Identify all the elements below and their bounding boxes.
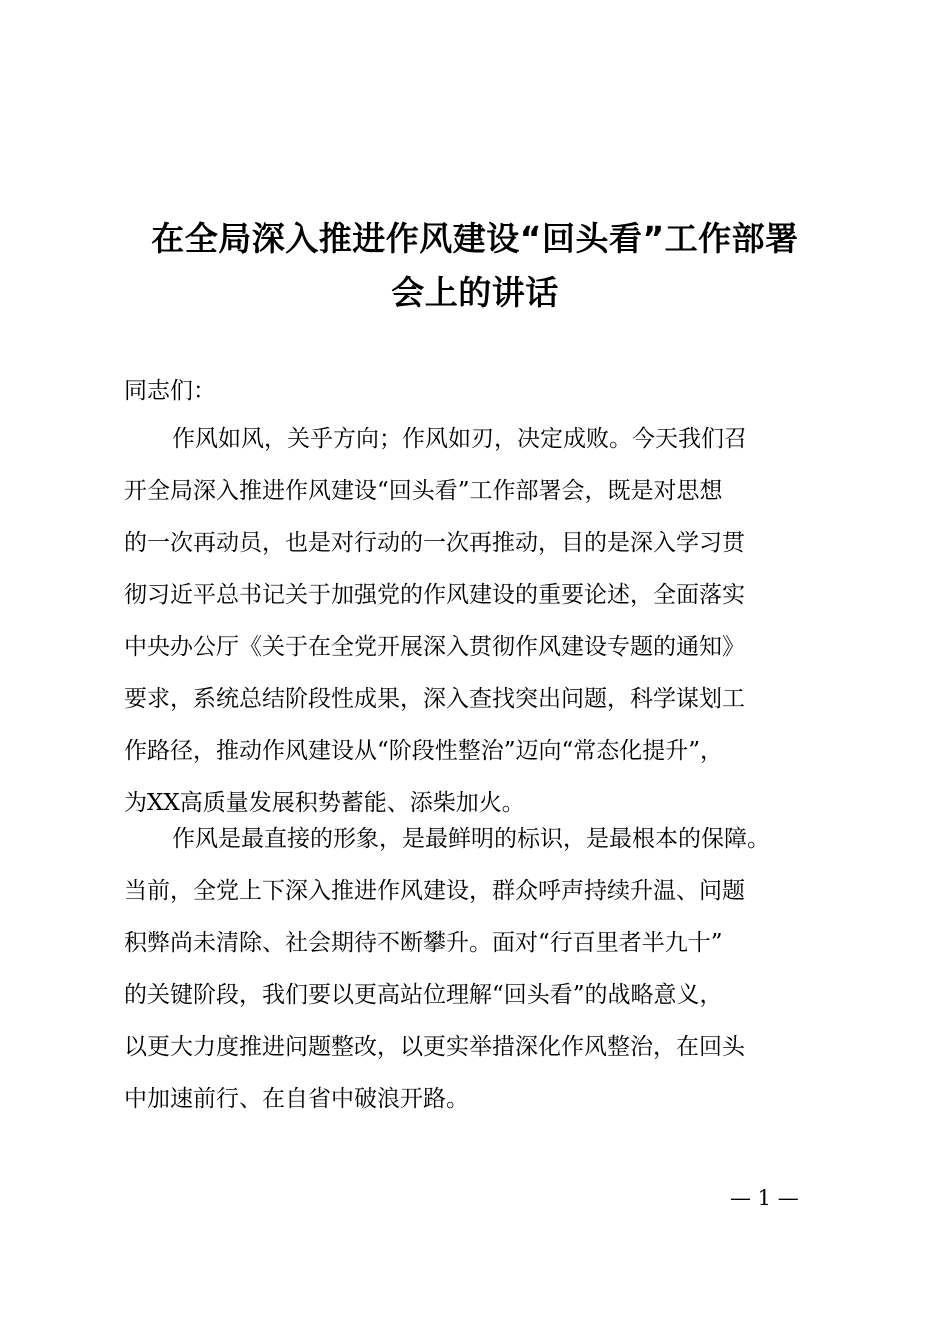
title-line: 会上的讲话 xyxy=(391,273,559,312)
text-line: 中加速前行、在自省中破浪开路。 xyxy=(124,1086,469,1112)
title-line: 在全局深入推进作风建设“回头看”工作部署 xyxy=(151,219,799,258)
text-line: 要求，系统总结阶段性成果，深入查找突出问题，科学谋划工 xyxy=(124,686,745,712)
text-line: 作风如风，关乎方向；作风如刃，决定成败。今天我们召 xyxy=(172,426,747,452)
document-title xyxy=(100,212,850,320)
paragraph-1 xyxy=(124,424,830,840)
page-number: — 1 — xyxy=(730,1186,799,1210)
salutation: 同志们： xyxy=(124,378,216,404)
text-line: 的一次再动员，也是对行动的一次再推动，目的是深入学习贯 xyxy=(124,530,745,556)
text-line: 当前，全党上下深入推进作风建设，群众呼声持续升温、问题 xyxy=(124,878,745,904)
paragraph-2 xyxy=(124,824,830,1136)
text-line: 以更大力度推进问题整改，以更实举措深化作风整治，在回头 xyxy=(124,1034,745,1060)
text-line: 中央办公厅《关于在全党开展深入贯彻作风建设专题的通知》 xyxy=(124,634,745,660)
text-line: 为XX高质量发展积势蓄能、添柴加火。 xyxy=(124,790,525,816)
text-line: 的关键阶段，我们要以更高站位理解“回头看”的战略意义， xyxy=(124,982,723,1008)
text-line: 作风是最直接的形象，是最鲜明的标识，是最根本的保障。 xyxy=(172,826,770,852)
text-line: 彻习近平总书记关于加强党的作风建设的重要论述，全面落实 xyxy=(124,582,745,608)
text-line: 积弊尚未清除、社会期待不断攀升。面对“行百里者半九十” xyxy=(124,930,723,956)
text-line: 开全局深入推进作风建设“回头看”工作部署会，既是对思想 xyxy=(124,478,723,504)
text-line: 作路径，推动作风建设从“阶段性整治”迈向“常态化提升”， xyxy=(124,738,724,764)
